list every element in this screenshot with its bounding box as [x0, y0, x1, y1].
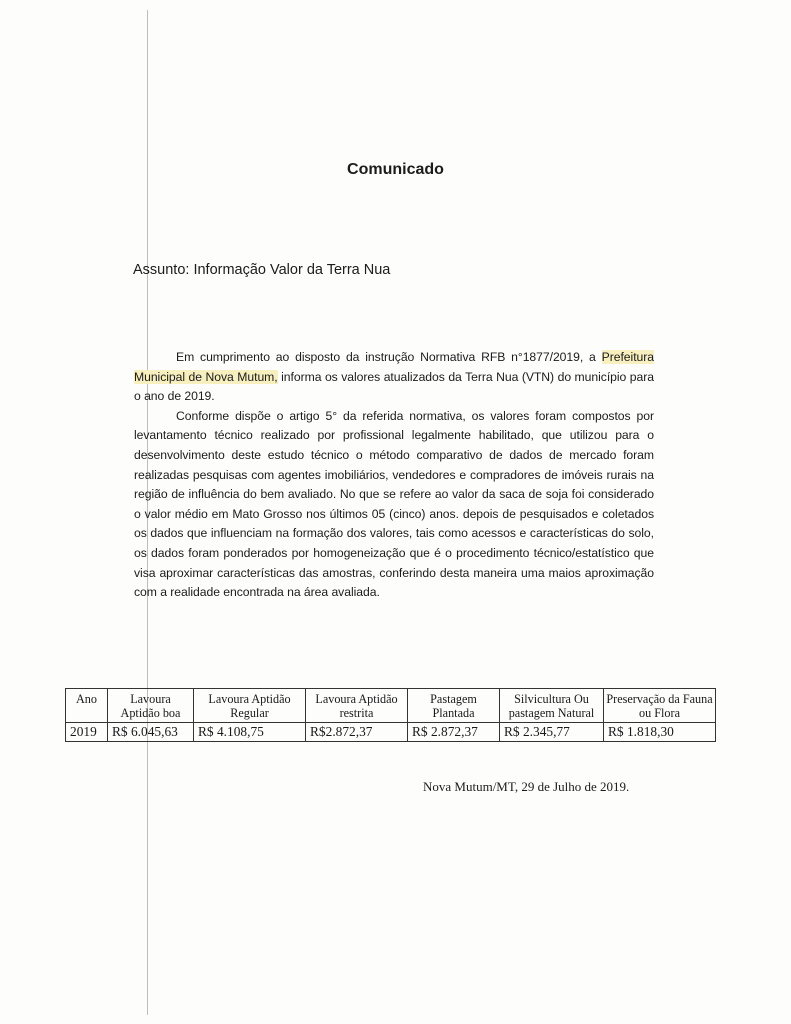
paragraph-intro-end: informa os valores atualizados da Terra Nua (VTN) do município para o ano de 2019. — [134, 369, 654, 404]
paragraph-intro — [134, 348, 654, 407]
cell-pastagem-plantada: R$ 2.872,37 — [408, 723, 500, 742]
header-lavoura-boa: Lavoura Aptidão boa — [108, 689, 194, 723]
header-lavoura-regular: Lavoura Aptidão Regular — [194, 689, 306, 723]
paragraph-intro-start: Em cumprimento ao disposto da instrução Normativa RFB n°1877/2019, a — [176, 350, 602, 364]
document-title: Comunicado — [347, 161, 444, 178]
subject-line: Assunto: Informação Valor da Terra Nua — [133, 262, 391, 278]
table-header-row — [66, 689, 716, 723]
header-preservacao: Preservação da Fauna ou Flora — [604, 689, 716, 723]
table-row — [66, 723, 716, 742]
header-lavoura-restrita: Lavoura Aptidão restrita — [306, 689, 408, 723]
cell-lavoura-restrita: R$2.872,37 — [306, 723, 408, 742]
paragraph-methodology: Conforme dispõe o artigo 5° da referida normativa, os valores foram compostos por levantamento técnico realizado por profissional legalmente habilitado, que utilizou para o desenvolvimento deste estudo técnico o método comparativo de dados de mercado foram realizadas pesquisas com agentes imobiliários, vendedores e compradores de imóveis rurais na região de influência do bem avaliado. No que se refere ao valor da saca de soja foi considerado o valor médio em Mato Grosso nos últimos 05 (cinco) anos. depois de pesquisados e coletados os dados que influenciam na formação dos valores, tais como acessos e características do solo, os dados foram ponderados por homogeneização que é o procedimento técnico/estatístico que visa aproximar características das amostras, conferindo desta maneira uma maios aproximação com a realidade encontrada na área avaliada. — [134, 408, 654, 600]
cell-preservacao: R$ 1.818,30 — [604, 723, 716, 742]
cell-year: 2019 — [66, 723, 108, 742]
date-line: Nova Mutum/MT, 29 de Julho de 2019. — [423, 779, 630, 794]
header-pastagem-plantada: Pastagem Plantada — [408, 689, 500, 723]
cell-lavoura-regular: R$ 4.108,75 — [194, 723, 306, 742]
cell-lavoura-boa: R$ 6.045,63 — [108, 723, 194, 742]
document-body — [134, 348, 654, 603]
cell-silvicultura: R$ 2.345,77 — [500, 723, 604, 742]
vtn-values-table — [65, 688, 716, 742]
header-year: Ano — [66, 689, 108, 723]
header-silvicultura: Silvicultura Ou pastagem Natural — [500, 689, 604, 723]
highlighted-municipality: Prefeitura Municipal de Nova Mutum, — [134, 350, 654, 384]
